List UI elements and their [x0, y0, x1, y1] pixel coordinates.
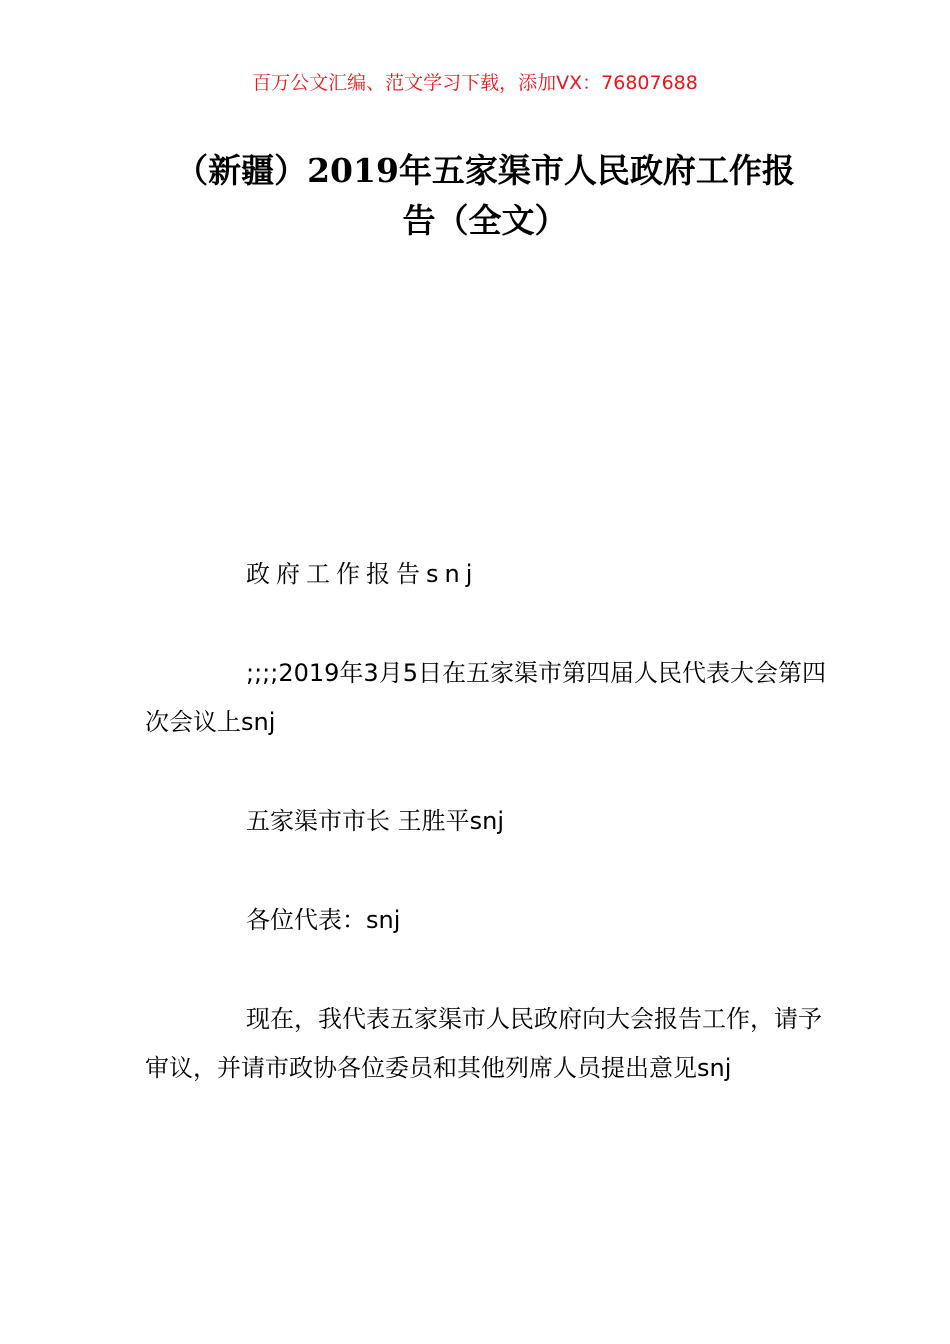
paragraph-salutation: 各位代表：snj	[246, 906, 401, 934]
paragraph-meeting-info: ;;;;2019年3月5日在五家渠市第四届人民代表大会第四次会议上snj	[145, 659, 826, 736]
document-body	[145, 550, 835, 1143]
paragraph-opening: 现在，我代表五家渠市人民政府向大会报告工作，请予审议，并请市政协各位委员和其他列席人员提出意见snj	[145, 1005, 822, 1082]
paragraph-heading: 政府工作报告snj	[246, 560, 479, 588]
document-title	[160, 146, 810, 246]
title-line-2: 告（全文）	[402, 201, 568, 240]
title-line-1: （新疆）2019年五家渠市人民政府工作报	[175, 151, 795, 190]
paragraph-speaker: 五家渠市市长 王胜平snj	[246, 807, 505, 835]
header-note: 百万公文汇编、范文学习下载，添加VX：76807688	[252, 72, 698, 94]
